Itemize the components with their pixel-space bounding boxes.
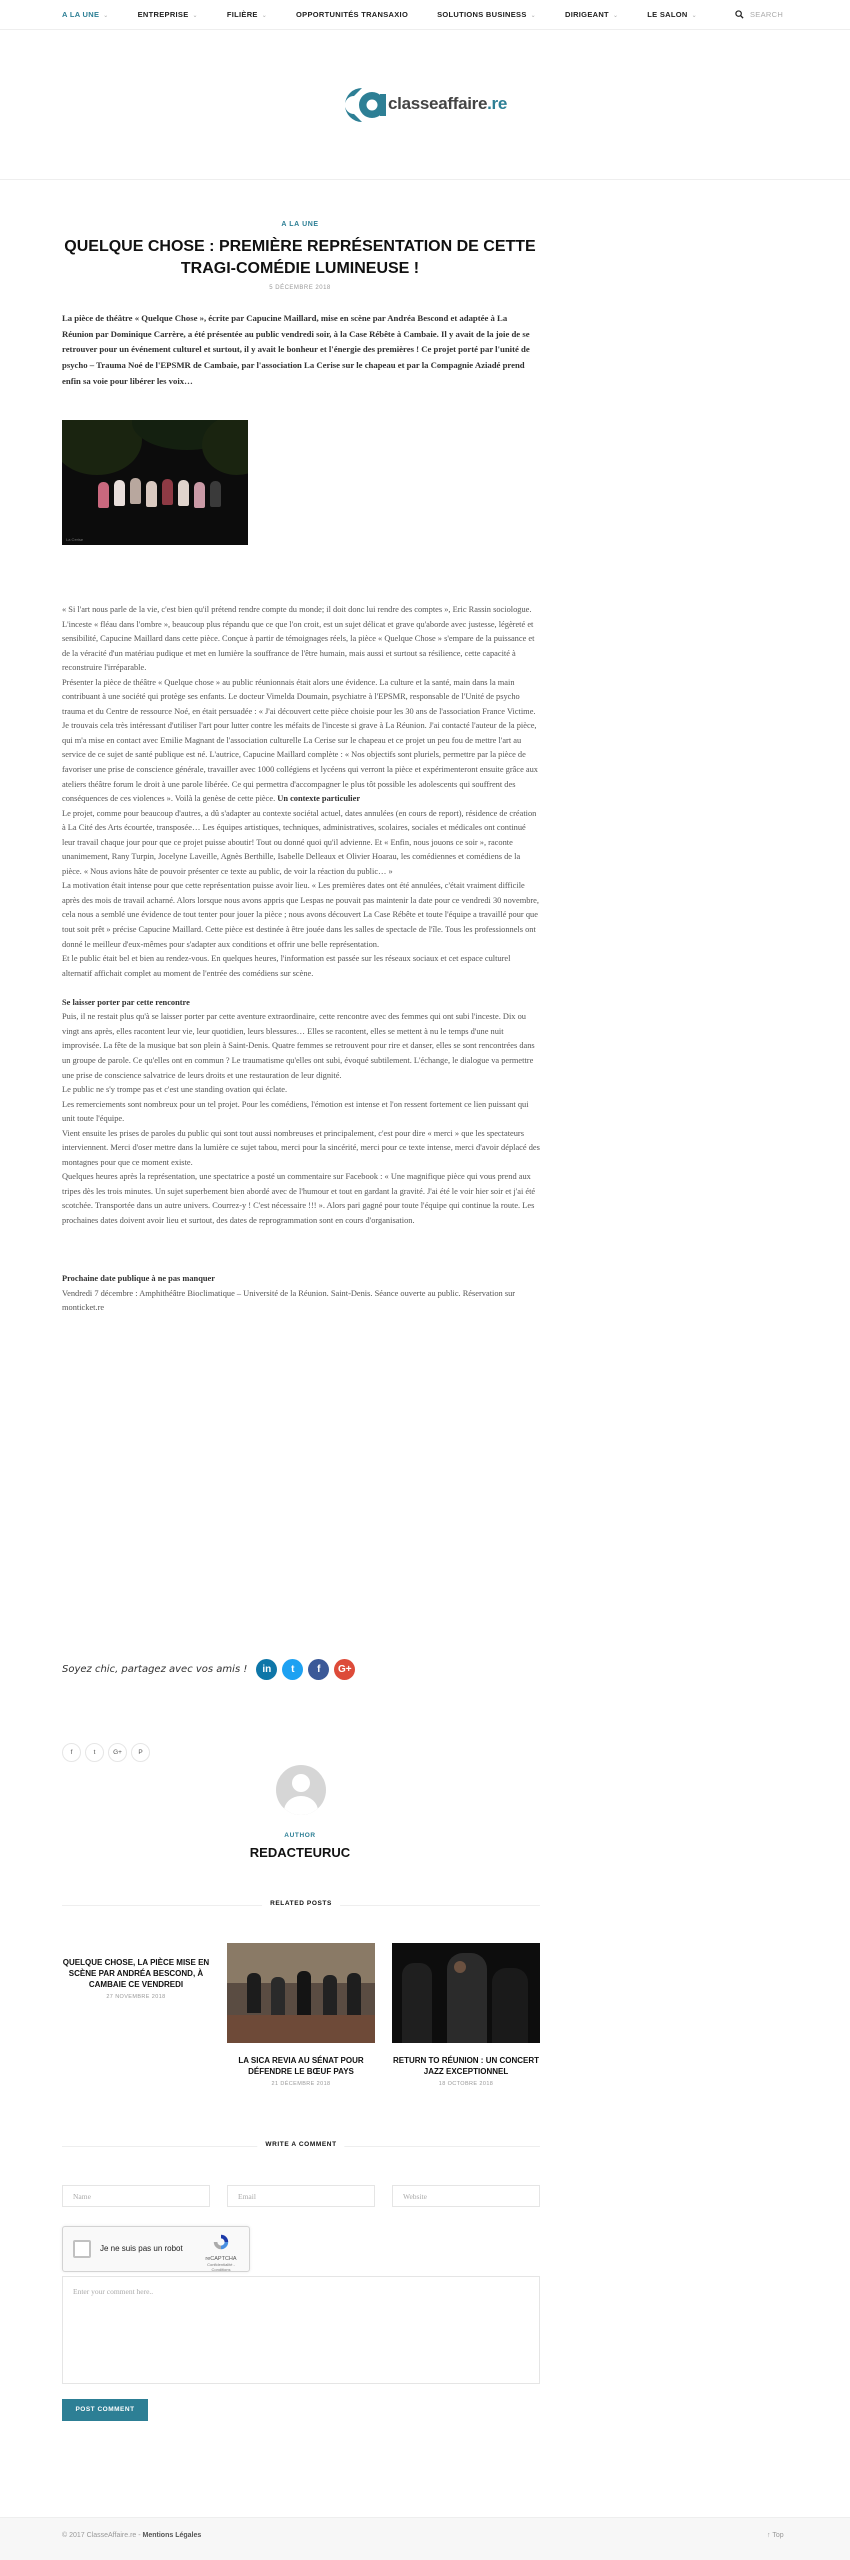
post-comment-button[interactable]: POST COMMENT <box>62 2399 148 2421</box>
twitter-icon[interactable]: t <box>282 1659 303 1680</box>
share-text: Soyez chic, partagez avec vos amis ! <box>62 1663 248 1675</box>
paragraph: Le public ne s'y trompe pas et c'est une standing ovation qui éclate. <box>62 1085 288 1095</box>
author-label: AUTHOR <box>284 1832 316 1839</box>
back-to-top-link[interactable]: ↑ Top <box>767 2532 784 2539</box>
nav-item-opportunites-transaxio[interactable]: OPPORTUNITÉS TRANSAXIO <box>296 10 409 19</box>
related-post-title[interactable]: QUELQUE CHOSE, LA PIÈCE MISE EN SCÈNE PAR ANDRÉA BESCOND, À CAMBAIE CE VENDREDI <box>62 1958 210 1989</box>
site-footer <box>0 2517 850 2560</box>
paragraph: Les remerciements sont nombreux pour un tel projet. Pour les comédiens, l'émotion est intense et l'on ressent fortement ce lien puissant qui unit toute l'équipe. <box>62 1099 529 1124</box>
share-bar <box>62 1656 355 1682</box>
nav-item-filiere[interactable]: FILIÈRE ⌄ <box>226 10 268 19</box>
article-intro: La pièce de théâtre « Quelque Chose », écrite par Capucine Maillard, mise en scène par Andréa Bescond et adaptée à La Réunion par Dominique Carrère, a été présentée au public vendredi soir, à la Case Rébête à Cambaie. Il y avait de la joie de se retrouver pour un événement culturel et surtout, il y avait le bonheur et l'énergie des premières ! Ce projet porté par l'unité de psycho – Trauma Noé de l'EPSMR de Cambaie, par l'association La Cerise sur le chapeau et par la Compagnie Aziadé prend enfin sa voie pour libérer les voix… <box>62 313 530 386</box>
top-navigation <box>0 0 850 30</box>
related-post[interactable] <box>62 1943 210 2000</box>
nav-item-entreprise[interactable]: ENTREPRISE ⌄ <box>137 10 198 19</box>
comment-heading: WRITE A COMMENT <box>62 2141 540 2151</box>
paragraph: L'inceste « fléau dans l'ombre », beaucoup plus répandu que ce que l'on croit, est un sujet délicat et grave qu'aborde avec justesse, légèreté et sensibilité, Capucine Maillard dans cette pièce. Conçue à partir de témoignages réels, la pièce « Quelque Chose » s'empare de la puissance et de la véracité d'un matériau pudique et met en lumière la souffrance de l'être humain, mais aussi et surtout sa résilience, cette capacité à reconstruire l'irréparable. <box>62 619 535 673</box>
avatar[interactable] <box>276 1765 326 1815</box>
facebook-icon[interactable]: f <box>308 1659 329 1680</box>
google-plus-icon[interactable]: G+ <box>108 1743 127 1762</box>
paragraph: Puis, il ne restait plus qu'à se laisser porter par cette aventure extraordinaire, cette rencontre avec des femmes qui ont subi l'inceste. Dix ou vingt ans après, elles racontent leur vie, leur quotidien, leurs blessures… Elles se racontent, elles se mettent à nu le temps d'une nuit improvisée. La fête de la musique bat son plein à Saint-Denis. Quatre femmes se retrouvent pour rire et danser, elles se sont rencontrées dans un groupe de parole. Ce qu'elles ont en commun ? Le traumatisme qu'elles ont subi, évoqué subtilement. L'échange, le dialogue va permettre une prise de conscience salvatrice de leurs droits et une restauration de leur dignité. <box>62 1012 535 1080</box>
related-post-date: 21 DÉCEMBRE 2018 <box>271 2081 331 2087</box>
nav-menu <box>62 0 726 30</box>
photo-caption: La Cerise <box>66 537 84 542</box>
arrow-up-icon: ↑ <box>767 2532 773 2539</box>
section-heading: Un contexte particulier <box>277 794 361 804</box>
nav-item-dirigeant[interactable]: DIRIGEANT ⌄ <box>564 10 619 19</box>
search-toggle[interactable]: SEARCH <box>735 0 783 30</box>
paragraph: Et le public était bel et bien au rendez-vous. En quelques heures, l'information est passée sur les réseaux sociaux et cet espace culturel alternatif affichait complet au moment de l'entrée des comédiens sur scène. <box>62 954 511 978</box>
paragraph: Quelques heures après la représentation, une spectatrice a posté un commentaire sur Facebook : « Une magnifique pièce qui vous prend aux tripes dès les trois minutes. Un sujet superbement bien abordé avec de l'humour et tout en gardant la gravité. J'ai été le voir hier soir et j'ai été scotchée. Transportée dans un autre univers. Courrez-y ! C'est nécessaire !!! ». Alors pari gagné pour toute l'équipe qui continue la route. Les prochaines dates doivent avoir lieu et surtout, des dates de reprogrammation sont en cours d'organisation. <box>62 1172 536 1225</box>
twitter-icon[interactable]: t <box>85 1743 104 1762</box>
paragraph: « Si l'art nous parle de la vie, c'est bien qu'il prétend rendre compte du monde; il doit donc lui rendre des comptes », Eric Rassin sociologue. <box>62 605 532 614</box>
related-post-title[interactable]: LA SICA REVIA AU SÉNAT POUR DÉFENDRE LE BŒUF PAYS <box>238 2056 364 2076</box>
footer-copyright: © 2017 ClasseAffaire.re - Mentions Légales <box>62 2532 202 2539</box>
linkedin-icon[interactable]: in <box>256 1659 277 1680</box>
article-title: QUELQUE CHOSE : PREMIÈRE REPRÉSENTATION DE CETTE TRAGI-COMÉDIE LUMINEUSE ! <box>64 238 536 277</box>
nav-item-a-la-une[interactable]: A LA UNE ⌄ <box>62 10 109 19</box>
chevron-down-icon: ⌄ <box>691 13 697 19</box>
paragraph: Présenter la pièce de théâtre « Quelque chose » au public réunionnais était alors une évidence. La culture et la santé, main dans la main contribuant à une société qui protège ses enfants. Le docteur Vimelda Doumain, psychiatre à l'EPSMR, responsable de l'Unité de psycho trauma et du Centre de ressource Noé, en était persuadée : « J'ai découvert cette pièce choisie pour les 30 ans de l'association France Victime. Je trouvais cela très intéressant d'utiliser l'art pour lutter contre les méfaits de l'inceste si grave à La Réunion. J'ai contacté l'auteur de la pièce, qui m'a mise en contact avec Emilie Magnant de l'association culturelle La Cerise sur le chapeau et ce projet un peu fou de mettre l'art au service de ce sujet de santé publique est né. L'autrice, Capucine Maillard complète : « Nos objectifs sont pluriels, permettre par la pièce de favoriser une prise de conscience générale, travailler avec 1000 collégiens et lycéens qui verront la pièce et expérimenteront ensuite grâce aux ateliers théâtre forum le droit à une parole libérée. Ce qui permettra d'accompagner le plus tôt possible les adolescents qui souffrent des conséquences de ces violences ». Voilà la genèse de cette pièce. Un contexte particulier <box>62 677 538 804</box>
nav-item-solutions-business[interactable]: SOLUTIONS BUSINESS ⌄ <box>437 10 536 19</box>
recaptcha-icon <box>212 2233 230 2251</box>
website-field[interactable]: Website <box>392 2185 540 2207</box>
chevron-down-icon: ⌄ <box>261 13 268 19</box>
recaptcha-logo: reCAPTCHA Confidentialité - Conditions <box>201 2233 241 2272</box>
related-post[interactable] <box>392 1943 540 2087</box>
paragraph: Vendredi 7 décembre : Amphithéâtre Bioclimatique – Université de la Réunion. Saint-Denis. Séance ouverte au public. Réservation sur monticket.re <box>62 1288 516 1313</box>
related-post-date: 27 NOVEMBRE 2018 <box>106 1994 166 2000</box>
chevron-down-icon: ⌄ <box>103 13 109 19</box>
recaptcha-widget <box>62 2226 250 2272</box>
site-header <box>0 30 850 180</box>
related-post-image[interactable] <box>227 1943 375 2043</box>
section-heading: Prochaine date publique à ne pas manquer <box>62 1274 215 1284</box>
chevron-down-icon: ⌄ <box>530 13 536 19</box>
name-field[interactable]: Name <box>62 2185 210 2207</box>
paragraph: Le projet, comme pour beaucoup d'autres, a dû s'adapter au contexte sociétal actuel, dates annulées (en cours de report), résidence de création à La Cité des Arts écourtée, transposée… Les équipes artistiques, techniques, administratives, scolaires, sociales et médicales ont continué leur travail chaque jour pour que ce projet puisse aboutir! Tout ou donné quoi qu'il advienne. Et « Enfin, nous jouons ce soir », raconte unanimement, Rany Turpin, Jocelyne Laveille, Agnès Berthille, Isabelle Delleaux et Olivier Hoarau, les comédiennes et comédiens de la pièce. « Nous avions hâte de pouvoir présenter ce texte au public, de voir la réaction du public… » <box>62 808 537 876</box>
captcha-label: Je ne suis pas un robot <box>100 2244 183 2253</box>
comment-textarea[interactable]: Enter your comment here.. <box>62 2276 540 2384</box>
chevron-down-icon: ⌄ <box>612 13 619 19</box>
legal-link[interactable]: Mentions Légales <box>142 2532 202 2539</box>
related-post-title[interactable]: RETURN TO RÉUNION : UN CONCERT JAZZ EXCEPTIONNEL <box>392 2056 540 2076</box>
pinterest-icon[interactable]: P <box>131 1743 150 1762</box>
author-name[interactable]: REDACTEURUC <box>249 1845 351 1860</box>
email-field[interactable]: Email <box>227 2185 375 2207</box>
paragraph: Vient ensuite les prises de paroles du public qui sont tout aussi nombreuses et principalement, c'est pour dire « merci » que les spectateurs interviennent. Merci d'oser mettre dans la lumière ce sujet tabou, merci pour la sincérité, merci pour ce texte intense, merci d'avoir déplacé des montagnes pour que ce moment existe. <box>62 1128 540 1167</box>
search-icon <box>735 10 744 19</box>
google-plus-icon[interactable]: G+ <box>334 1659 355 1680</box>
captcha-terms-link[interactable]: Confidentialité - Conditions <box>207 2262 235 2272</box>
chevron-down-icon: ⌄ <box>192 13 198 19</box>
related-posts-heading: RELATED POSTS <box>62 1900 540 1910</box>
article-date: 5 DÉCEMBRE 2018 <box>269 285 331 291</box>
related-post-image[interactable] <box>392 1943 540 2043</box>
paragraph: La motivation était intense pour que cette représentation puisse avoir lieu. « Les premières dates ont été annulées, c'était vraiment difficile après des mois de travail acharné. Alors lorsque nous avons appris que Lespas ne pouvait pas maintenir la date pour ce vendredi 30 novembre, cela nous a semblé une évidence de tout tenter pour jouer la pièce ; nous avons découvert La Case Rébête et toute l'équipe a travaillé pour que tout soit prêt » précise Capucine Maillard. Cette pièce est destinée à être jouée dans les salles de spectacle de l'île. Tous les professionnels ont donné le meilleur d'eux-mêmes pour s'adapter aux conditions et offrir une belle représentation. <box>62 881 539 949</box>
site-logo[interactable] <box>330 82 525 128</box>
related-post[interactable] <box>227 1943 375 2087</box>
facebook-icon[interactable]: f <box>62 1743 81 1762</box>
logo-wordmark: classeaffaire.re <box>388 94 508 113</box>
article-body <box>62 603 540 1316</box>
post-share-links <box>62 1743 154 1762</box>
article-photo[interactable] <box>62 420 248 545</box>
logo-mark <box>330 82 394 128</box>
section-heading: Se laisser porter par cette rencontre <box>62 997 190 1007</box>
related-post-date: 18 OCTOBRE 2018 <box>438 2081 494 2087</box>
captcha-checkbox[interactable] <box>73 2240 91 2258</box>
article-category[interactable]: A LA UNE <box>281 221 319 228</box>
nav-item-le-salon[interactable]: LE SALON ⌄ <box>647 10 697 19</box>
